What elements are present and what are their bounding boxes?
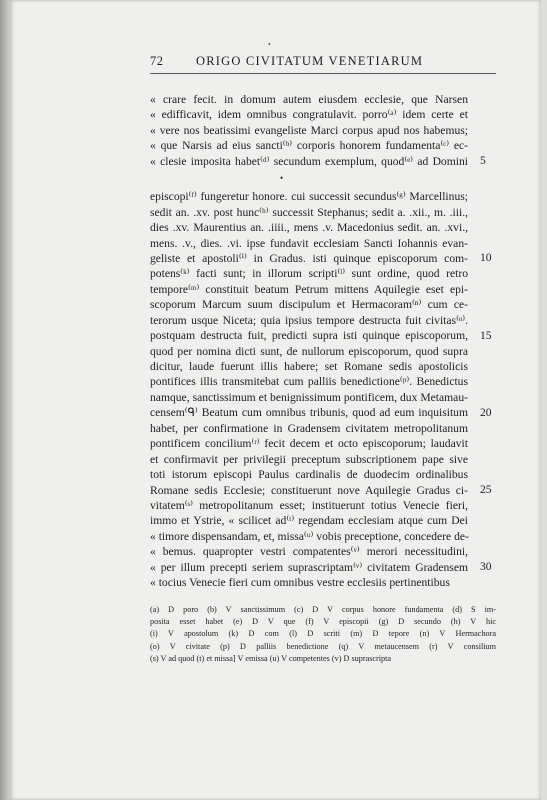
text-line: Romane sedis Ecclesie; constituerunt nove Aquilegie Gradus ci-: [150, 483, 468, 497]
text-line: tempore⁽ᵐ⁾ constituit beatum Petrum mittens Aquilegie eset epi-: [150, 282, 468, 296]
text-line: « clesie imposita habet⁽ᵈ⁾ secundum exemplum, quod⁽ᵉ⁾ ad Domini: [150, 154, 468, 168]
text-line: postquam destructa fuit, predicti supra isti quinque episcoporum,: [150, 329, 468, 343]
text-line: pontifices illis transmitebat cum palliis benedictione⁽ᵖ⁾. Benedictus: [150, 375, 468, 389]
text-line: quod per nomina dicti sunt, de nullorum episcoporum, quod supra: [150, 344, 468, 358]
text-line: « timore dispensandam, et, missa⁽ᵘ⁾ vobis preceptione, concedere de-: [150, 529, 469, 543]
footnote-line: (a) D poro (b) V sanctissimum (c) D V corpus honore fundamenta (d) S im-: [150, 605, 496, 614]
page-header: [150, 54, 430, 70]
text-line: « bemus. quapropter vestri compatentes⁽ᵛ⁾ merori necessitudini,: [150, 545, 468, 559]
text-line: terorum usque Niceta; quia ipsius tempore destructa fuit civitas⁽ᵒ⁾.: [150, 313, 468, 327]
text-line: « tocius Venecie fieri cum omnibus vestre ecclesiis pertinentibus: [150, 576, 450, 590]
footnote-line: (i) V apostolum (k) D com (l) D scriti (m) D tepore (n) V Hermachora: [150, 629, 496, 639]
section-break-mark: •: [280, 173, 284, 184]
text-line: dicitur, laude fuerunt illis habere; set Romane sedis apostolicis: [150, 360, 468, 373]
line-number: 20: [480, 406, 492, 419]
text-line: potens⁽ᵏ⁾ facti sunt; in illorum scripti⁽ˡ⁾ sunt ordine, quod retro: [150, 267, 468, 281]
text-line: et confirmavit per privilegii preceptum subscriptionem pape sive: [150, 452, 468, 466]
text-line: « crare fecit. in domum autem eiusdem ecclesie, que Narsen: [150, 93, 468, 106]
text-line: dies .xv. Maurentius an. .iiii., mens .v. Macedonius sedit. an. .xvi.,: [150, 221, 468, 235]
running-title: ORIGO CIVITATUM VENETIARUM: [196, 54, 424, 68]
text-line: mens. .v., dies. .vi. ipse fundavit ecclesiam Sancti Iohannis evan-: [150, 236, 468, 250]
text-line: episcopi⁽ᶠ⁾ fungeretur honore. cui successit secundus⁽ᵍ⁾ Marcellinus;: [150, 190, 468, 204]
line-number: 25: [480, 483, 492, 496]
text-line: pontificem concilium⁽ʳ⁾ fecit decem et octo episcoporum; laudavit: [150, 437, 468, 451]
text-line: toti istorum episcopi Paulus cardinalis de duodecim ordinalibus: [150, 468, 468, 482]
text-line: habet, per confirmatione in Gradensem civitatem metropolitanum: [150, 421, 468, 435]
text-line: immo et Ystrie, « scilicet ad⁽ᵗ⁾ regendam ecclesiam atque cum Dei: [150, 514, 468, 528]
print-mark: •: [268, 40, 271, 49]
text-line: « per illum precepti seriem suprascriptam⁽ᵛ⁾ civitatem Gradensem: [150, 560, 468, 574]
line-number: 10: [480, 251, 492, 264]
text-line: sedit an. .xv. post hunc⁽ʰ⁾ successit Stephanus; sedit a. .xii., m. .iii.,: [150, 205, 468, 219]
text-line: geliste et apostoli⁽ⁱ⁾ in Gradus. isti quinque episcoporum com-: [150, 251, 468, 265]
text-line: vitatem⁽ˢ⁾ metropolitanum esset; instituerunt totius Venecie fieri,: [150, 498, 468, 512]
text-line: censem⁽ᑫ⁾ Beatum cum omnibus tribunis, quod ad eum inquisitum: [150, 406, 468, 420]
text-line: « vere nos beatissimi evangeliste Marci corpus apud nos habemus;: [150, 123, 468, 137]
text-line: « edifficavit, idem omnibus congratulavit. porro⁽ᵃ⁾ idem certe et: [150, 108, 468, 122]
text-line: « que Narsis ad eius sancti⁽ᵇ⁾ corporis honorem fundamenta⁽ᶜ⁾ ec-: [150, 139, 468, 153]
book-gutter-edge: [0, 0, 10, 800]
line-number: 5: [480, 154, 486, 167]
page-number: 72: [150, 54, 164, 68]
footnote-line: (s) V ad quod (t) et missa] V emissa (u) V competentes (v) D suprascripta: [150, 653, 392, 663]
line-number: 15: [480, 329, 492, 342]
main-text: [150, 92, 468, 591]
text-line: namque, sanctissimum et benignissimum pontificem, dux Metamau-: [150, 390, 468, 404]
line-number: 30: [480, 560, 492, 573]
footnote-line: (o) V civitate (p) D palliis benedictione (q) V metaucensem (r) V consilium: [150, 641, 496, 651]
header-rule: [150, 73, 496, 74]
section-break: [150, 169, 468, 189]
footnote-line: posita esset habet (e) D V que (f) V episcopii (g) D secundo (h) V hic: [150, 617, 496, 627]
critical-apparatus: [150, 604, 496, 665]
text-line: scoporum Marcum suum discipulum et Hermacoram⁽ⁿ⁾ cum ce-: [150, 298, 468, 312]
